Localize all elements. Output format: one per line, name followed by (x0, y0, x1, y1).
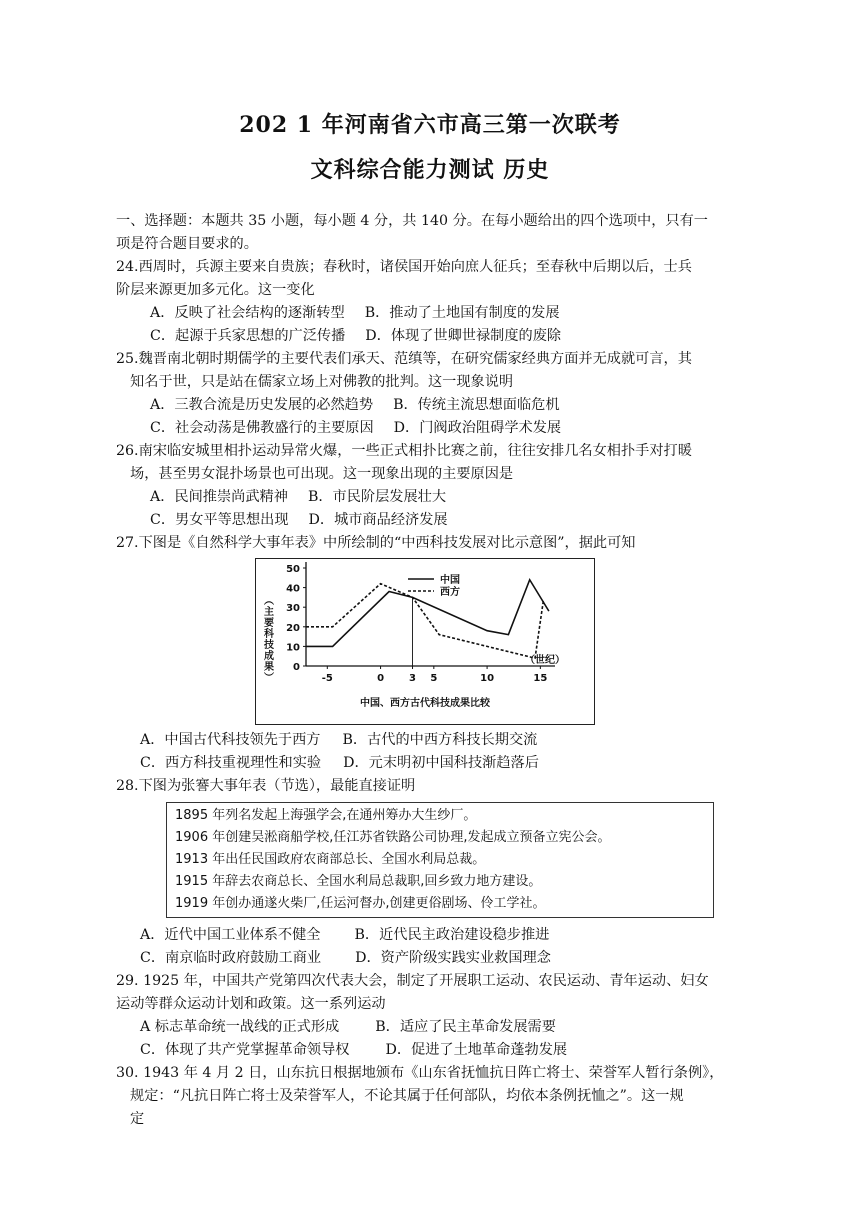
option-c[interactable]: C．西方科技重视理性和实验 (140, 755, 322, 771)
timeline-row: 1915 年辞去农商总长、全国水利局总裁职,回乡致力地方建设。 (175, 874, 542, 889)
exam-body (116, 210, 740, 1131)
option-d[interactable]: D．促进了土地革命蓬勃发展 (385, 1042, 568, 1058)
option-a[interactable]: A．三教合流是历史发展的必然趋势 (150, 397, 374, 413)
x-axis-label: （世纪） (525, 655, 565, 666)
y-axis-label: （主要科技成果） (261, 595, 273, 683)
y-tick-label: 30 (286, 603, 300, 615)
question-25-stem: 知名于世，只是站在儒家立场上对佛教的批判。这一现象说明 (130, 374, 514, 390)
x-tick-label: 0 (377, 673, 385, 684)
series-line-west (306, 584, 544, 658)
y-tick-label: 50 (286, 564, 300, 575)
option-c[interactable]: C．起源于兵家思想的广泛传播 (150, 328, 346, 344)
zhang-jian-timeline-table (166, 802, 714, 918)
legend-label-china: 中国 (440, 575, 460, 586)
timeline-row: 1919 年创办通遂火柴厂,任运河督办,创建更俗剧场、伶工学社。 (175, 896, 546, 911)
question-25-stem: 25.魏晋南北朝时期儒学的主要代表们承天、范缜等，在研究儒家经典方面并无成就可言，其 (116, 351, 692, 367)
option-b[interactable]: B．古代的中西方科技长期交流 (342, 732, 538, 748)
timeline-row: 1895 年列名发起上海强学会,在通州筹办大生纱厂。 (175, 808, 477, 823)
question-26-options (122, 486, 740, 509)
question-27-options (122, 752, 740, 775)
option-c[interactable]: C．男女平等思想出现 (150, 512, 289, 528)
timeline-row: 1913 年出任民国政府农商部总长、全国水利局总裁。 (175, 852, 486, 867)
y-tick-label: 20 (286, 622, 300, 634)
exam-subtitle: 文科综合能力测试 历史 (310, 157, 550, 183)
option-a[interactable]: A．反映了社会结构的逐渐转型 (150, 305, 345, 321)
instructions-line: 一、选择题：本题共 35 小题，每小题 4 分，共 140 分。在每小题给出的四个选项中，只有一 (116, 213, 708, 229)
question-30-stem: 规定：“凡抗日阵亡将士及荣誉军人，不论其属于任何部队，均依本条例抚恤之”。这一规 (130, 1088, 684, 1104)
option-c[interactable]: C．社会动荡是佛教盛行的主要原因 (150, 420, 374, 436)
option-b[interactable]: B．推动了土地国有制度的发展 (364, 305, 560, 321)
question-24-stem: 阶层来源更加多元化。这一变化 (116, 282, 315, 298)
y-tick-label: 10 (286, 642, 300, 654)
question-24-options (122, 302, 740, 325)
question-30-stem: 30. 1943 年 4 月 2 日，山东抗日根据地颁布《山东省抚恤抗日阵亡将士、荣誉军人暂行条例》， (116, 1065, 724, 1081)
question-29-options (122, 1016, 740, 1039)
option-c[interactable]: C．南京临时政府鼓励工商业 (140, 950, 322, 966)
question-28-options (122, 924, 740, 947)
option-d[interactable]: D．门阀政治阻碍学术发展 (393, 420, 562, 436)
option-d[interactable]: D．体现了世卿世禄制度的废除 (365, 328, 562, 344)
question-29-stem: 运动等群众运动计划和政策。这一系列运动 (116, 996, 386, 1012)
option-b[interactable]: B．传统主流思想面临危机 (393, 397, 560, 413)
x-tick-label: 10 (480, 673, 495, 684)
option-a[interactable]: A．民间推崇尚武精神 (150, 489, 288, 505)
question-25-options (122, 417, 740, 440)
question-26-stem: 26.南宋临安城里相扑运动异常火爆，一些正式相扑比赛之前，往往安排几名女相扑手对打暖 (116, 443, 692, 459)
question-26-stem: 场，甚至男女混扑场景也可出现。这一现象出现的主要原因是 (130, 466, 514, 482)
timeline-row: 1906 年创建吴淞商船学校,任江苏省铁路公司协理,发起成立预备立宪公会。 (175, 830, 611, 845)
question-24-stem: 24.西周时，兵源主要来自贵族；春秋时，诸侯国开始向庶人征兵；至春秋中后期以后，士兵 (116, 259, 692, 275)
option-a[interactable]: A．中国古代科技领先于西方 (140, 732, 321, 748)
option-b[interactable]: B．适应了民主革命发展需要 (375, 1019, 556, 1035)
x-tick-label: -5 (321, 673, 333, 684)
x-tick-label: 15 (533, 673, 548, 684)
x-tick-label: 5 (430, 673, 438, 684)
chart-svg (256, 559, 594, 724)
option-b[interactable]: B．市民阶层发展壮大 (307, 489, 447, 505)
question-25-options (122, 394, 740, 417)
exam-title: 202 1 年河南省六市高三第一次联考 (239, 112, 621, 138)
instructions-line: 项是符合题目要求的。 (116, 236, 258, 252)
option-a[interactable]: A．近代中国工业体系不健全 (140, 927, 321, 943)
question-27-stem: 27.下图是《自然科学大事年表》中所绘制的“中西科技发展对比示意图”，据此可知 (116, 535, 636, 551)
option-c[interactable]: C．体现了共产党掌握革命领导权 (140, 1042, 350, 1058)
chart-title: 中国、西方古代科技成果比较 (360, 698, 490, 709)
option-b[interactable]: B．近代民主政治建设稳步推进 (354, 927, 550, 943)
question-29-stem: 29. 1925 年，中国共产党第四次代表大会，制定了开展职工运动、农民运动、青年运动、妇女 (116, 973, 709, 989)
question-27-options (122, 729, 740, 752)
question-28-options (122, 947, 740, 970)
question-29-options (122, 1039, 740, 1062)
legend-label-west: 西方 (440, 587, 460, 598)
x-tick-label: 3 (409, 673, 417, 684)
question-28-stem: 28.下图为张謇大事年表（节选），最能直接证明 (116, 778, 416, 794)
y-tick-label: 0 (293, 662, 300, 673)
question-24-options (122, 325, 740, 348)
option-d[interactable]: D．资产阶级实践实业救国理念 (355, 950, 551, 966)
question-30-stem: 定 (130, 1111, 145, 1127)
option-d[interactable]: D．城市商品经济发展 (308, 512, 448, 528)
option-a[interactable]: A 标志革命统一战线的正式形成 (140, 1019, 340, 1035)
question-26-options (122, 509, 740, 532)
option-d[interactable]: D．元末明初中国科技渐趋落后 (343, 755, 539, 771)
series-line-china (306, 580, 549, 647)
y-tick-label: 40 (286, 583, 300, 595)
tech-comparison-chart (255, 558, 595, 725)
